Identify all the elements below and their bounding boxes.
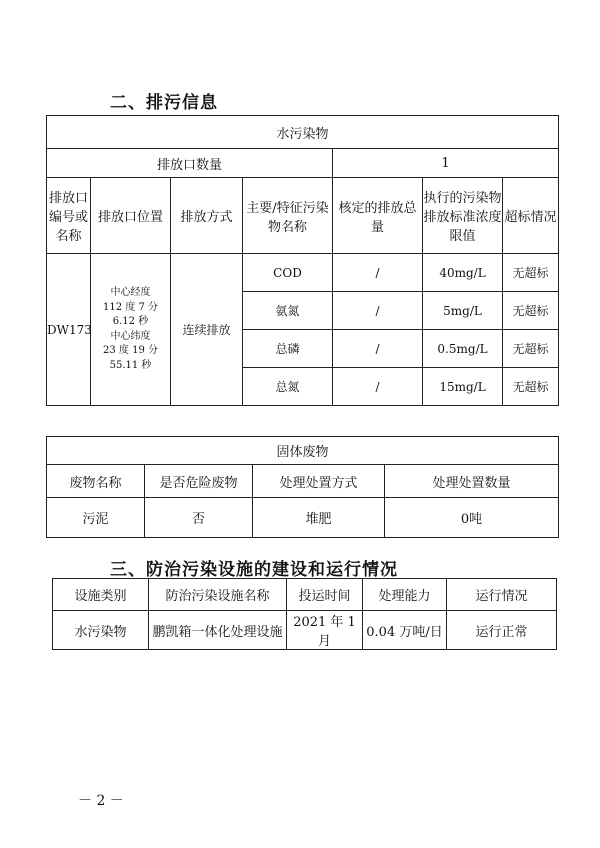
facility-cell: 2021 年 1 月 <box>287 611 363 650</box>
facility-table <box>52 578 557 650</box>
solid-waste-table <box>46 436 559 538</box>
pollutant-limit: 5mg/L <box>423 292 503 330</box>
solid-title: 固体废物 <box>47 437 559 465</box>
facility-header: 防治污染设施名称 <box>149 579 287 611</box>
header-limit: 执行的污染物排放标准浓度限值 <box>423 178 503 254</box>
facility-header: 处理能力 <box>363 579 447 611</box>
header-method: 排放方式 <box>171 178 243 254</box>
outlet-count-label: 排放口数量 <box>47 149 333 178</box>
outlet-count-value: 1 <box>333 149 559 178</box>
facility-cell: 鹏凯箱一体化处理设施 <box>149 611 287 650</box>
solid-cell: 否 <box>145 498 253 538</box>
section-3-title: 三、防治污染设施的建设和运行情况 <box>110 560 398 580</box>
facility-header: 设施类别 <box>53 579 149 611</box>
pollutant-limit: 0.5mg/L <box>423 330 503 368</box>
pollutant-name: COD <box>243 254 333 292</box>
location-line: 55.11 秒 <box>109 359 152 371</box>
solid-header: 废物名称 <box>47 465 145 498</box>
location-line: 112 度 7 分 <box>103 301 158 313</box>
pollutant-status: 无超标 <box>503 368 559 406</box>
page-number: － 2 － <box>78 793 124 809</box>
pollutant-status: 无超标 <box>503 292 559 330</box>
pollutant-status: 无超标 <box>503 330 559 368</box>
pollutant-limit: 40mg/L <box>423 254 503 292</box>
solid-header: 处理处置数量 <box>385 465 559 498</box>
solid-header: 处理处置方式 <box>253 465 385 498</box>
header-outlet-id: 排放口编号或名称 <box>47 178 91 254</box>
pollutant-total: / <box>333 330 423 368</box>
solid-header: 是否危险废物 <box>145 465 253 498</box>
header-pollutant: 主要/特征污染物名称 <box>243 178 333 254</box>
location-line: 6.12 秒 <box>112 316 149 327</box>
pollutant-total: / <box>333 254 423 292</box>
facility-header: 运行情况 <box>447 579 557 611</box>
water-title: 水污染物 <box>47 116 559 149</box>
header-location: 排放口位置 <box>91 178 171 254</box>
facility-header: 投运时间 <box>287 579 363 611</box>
facility-cell: 0.04 万吨/日 <box>363 611 447 650</box>
location-line: 中心经度 <box>110 287 151 298</box>
location-line: 23 度 19 分 <box>103 345 158 356</box>
pollutant-name: 总氮 <box>243 368 333 406</box>
pollutant-total: / <box>333 292 423 330</box>
pollutant-limit: 15mg/L <box>423 368 503 406</box>
section-2-title: 二、排污信息 <box>110 93 218 113</box>
solid-cell: 0吨 <box>385 498 559 538</box>
outlet-id: DW173 <box>47 254 91 406</box>
location-line: 中心纬度 <box>110 330 151 342</box>
facility-cell: 水污染物 <box>53 611 149 650</box>
facility-cell: 运行正常 <box>447 611 557 650</box>
pollutant-name: 总磷 <box>243 330 333 368</box>
solid-cell: 污泥 <box>47 498 145 538</box>
header-status: 超标情况 <box>503 178 559 254</box>
solid-cell: 堆肥 <box>253 498 385 538</box>
pollutant-status: 无超标 <box>503 254 559 292</box>
pollutant-name: 氨氮 <box>243 292 333 330</box>
header-total: 核定的排放总量 <box>333 178 423 254</box>
water-pollutant-table <box>46 115 559 406</box>
outlet-location <box>91 254 171 406</box>
pollutant-total: / <box>333 368 423 406</box>
outlet-method: 连续排放 <box>171 254 243 406</box>
